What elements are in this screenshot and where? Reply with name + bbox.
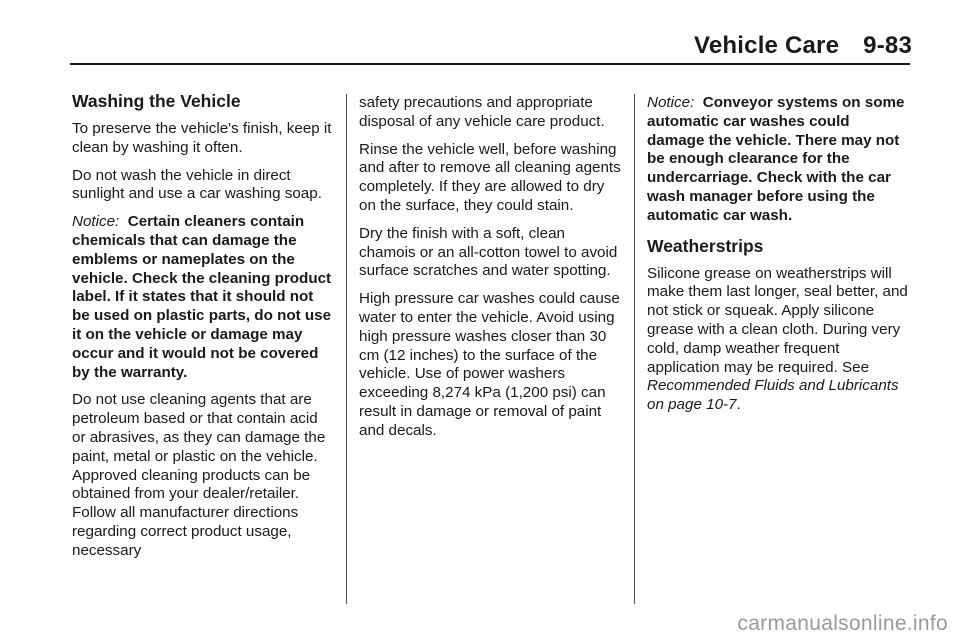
page-number: 9-83 <box>863 32 912 59</box>
notice-text: Conveyor systems on some automatic car washes could damage the vehicle. There may not be enough clearance for the undercarriage. Check with the car wash manager before using the automatic car wash. <box>647 94 905 224</box>
heading-washing: Washing the Vehicle <box>72 91 241 111</box>
column-divider-2 <box>634 94 635 604</box>
column-1 <box>72 90 334 570</box>
page-header <box>694 32 912 60</box>
watermark: carmanualsonline.info <box>737 612 948 635</box>
column-divider-1 <box>346 94 347 604</box>
notice-label: Notice: <box>647 94 695 111</box>
column-2 <box>359 94 621 450</box>
paragraph: To preserve the vehicle's finish, keep it clean by washing it often. <box>72 120 332 156</box>
paragraph: Do not wash the vehicle in direct sunlight and use a car washing soap. <box>72 166 322 203</box>
notice-block <box>72 213 334 382</box>
header-rule <box>70 63 910 65</box>
paragraph-end: . <box>736 396 741 414</box>
notice-block <box>647 94 909 226</box>
paragraph: Do not use cleaning agents that are petroleum based or that contain acid or abrasives, as they can damage the paint, metal or plastic on the vehicle. Approved cleaning products can be obtained from your dealer/retailer. Follow all manufacturer directions regarding correct product usage, necessary <box>72 391 326 559</box>
paragraph <box>647 265 909 415</box>
heading-weatherstrips: Weatherstrips <box>647 235 764 256</box>
paragraph-text: Silicone grease on weatherstrips will make them last longer, seal better, and not stick or squeak. Apply silicone grease with a clean cloth. During very cold, damp weather frequent application may be required. See <box>647 264 908 376</box>
paragraph: High pressure car washes could cause water to enter the vehicle. Avoid using high pressure washes closer than 30 cm (12 inches) to the surface of the vehicle. Use of power washers exceeding 8,274 kPa (1,200 psi) can result in damage or removal of paint and decals. <box>359 290 620 439</box>
paragraph: safety precautions and appropriate disposal of any vehicle care product. <box>359 94 605 130</box>
notice-text: Certain cleaners contain chemicals that can damage the emblems or nameplates on the vehicle. Check the cleaning product label. If it states that it should not be used on plastic parts, do not use it on the vehicle or damage may occur and it would not be covered by the warranty. <box>72 213 332 381</box>
section-title: Vehicle Care <box>693 32 840 59</box>
cross-reference-link[interactable]: Recommended Fluids and Lubricants on page 10-7 <box>647 377 899 414</box>
column-3 <box>647 94 909 424</box>
notice-label: Notice: <box>72 213 120 231</box>
paragraph: Dry the finish with a soft, clean chamois or an all-cotton towel to avoid surface scratches and water spotting. <box>359 224 618 280</box>
paragraph: Rinse the vehicle well, before washing and after to remove all cleaning agents completely. If they are allowed to dry on the surface, they could stain. <box>359 140 621 214</box>
